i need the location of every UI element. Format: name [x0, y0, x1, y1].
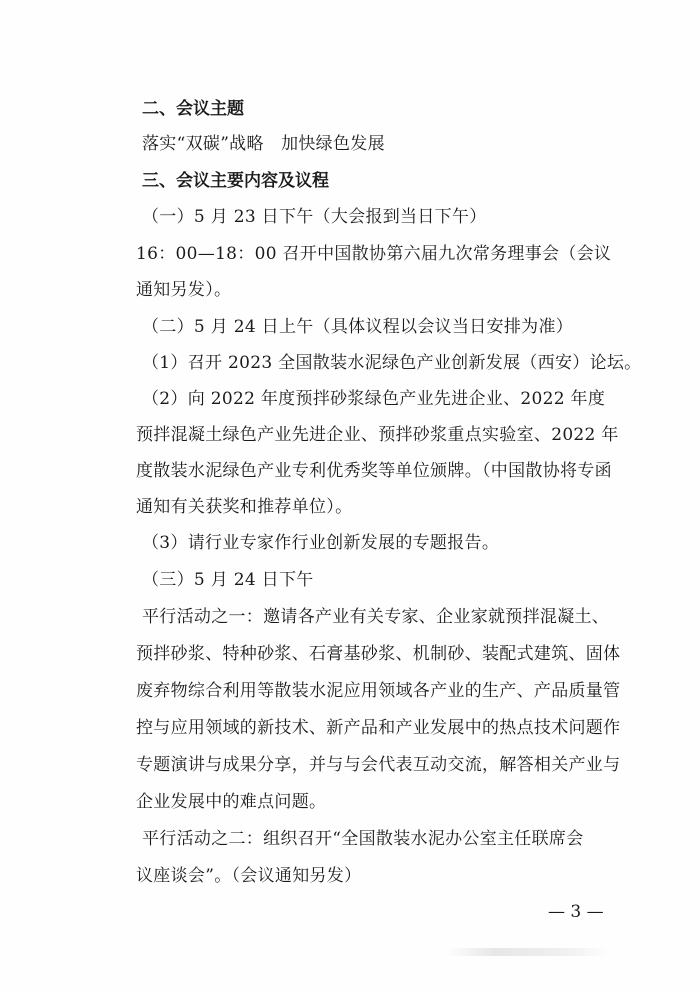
part2-item2-line1: （2）向 2022 年度预拌砂浆绿色产业先进企业、2022 年度 — [142, 389, 606, 409]
activity1-line5: 专题演讲与成果分享，并与与会代表互动交流，解答相关产业与 — [136, 755, 621, 775]
activity1-line6: 企业发展中的难点问题。 — [136, 792, 327, 812]
part2-item3: （3）请行业专家作行业创新发展的专题报告。 — [142, 533, 500, 553]
theme-text: 落实“双碳”战略 加快绿色发展 — [142, 134, 385, 154]
part2-item2-line3: 度散装水泥绿色产业专利优秀奖等单位颁牌。（中国散协将专函 — [136, 461, 612, 481]
section-heading-theme: 二、会议主题 — [142, 99, 244, 119]
activity1-line2: 预拌砂浆、特种砂浆、石膏基砂浆、机制砂、装配式建筑、固体 — [136, 644, 621, 664]
scan-smudge — [446, 948, 612, 956]
part3-title: （三）5 月 24 日下午 — [142, 570, 314, 590]
part2-item2-line4: 通知有关获奖和推荐单位）。 — [136, 497, 353, 517]
activity2-line1: 平行活动之二：组织召开“全国散装水泥办公室主任联席会 — [142, 829, 584, 849]
part1-line1: 16：00—18：00 召开中国散协第六届九次常务理事会（会议 — [136, 244, 612, 264]
part2-title: （二）5 月 24 日上午（具体议程以会议当日安排为准） — [142, 317, 574, 337]
part1-line2: 通知另发）。 — [136, 280, 232, 300]
part2-item2-line2: 预拌混凝土绿色产业先进企业、预拌砂浆重点实验室、2022 年 — [136, 425, 619, 445]
part2-item1: （1）召开 2023 全国散装水泥绿色产业创新发展（西安）论坛。 — [142, 353, 642, 373]
activity1-line3: 废弃物综合利用等散装水泥应用领域各产业的生产、产品质量管 — [136, 681, 621, 701]
part1-title: （一）5 月 23 日下午（大会报到当日下午） — [142, 207, 487, 227]
activity1-line1: 平行活动之一：邀请各产业有关专家、企业家就预拌混凝土、 — [142, 607, 610, 627]
activity2-line2: 议座谈会”。（会议通知另发） — [136, 866, 362, 886]
section-heading-agenda: 三、会议主要内容及议程 — [142, 171, 329, 191]
activity1-line4: 控与应用领域的新技术、新产品和产业发展中的热点技术问题作 — [136, 718, 621, 738]
page-number: — 3 — — [548, 902, 604, 922]
